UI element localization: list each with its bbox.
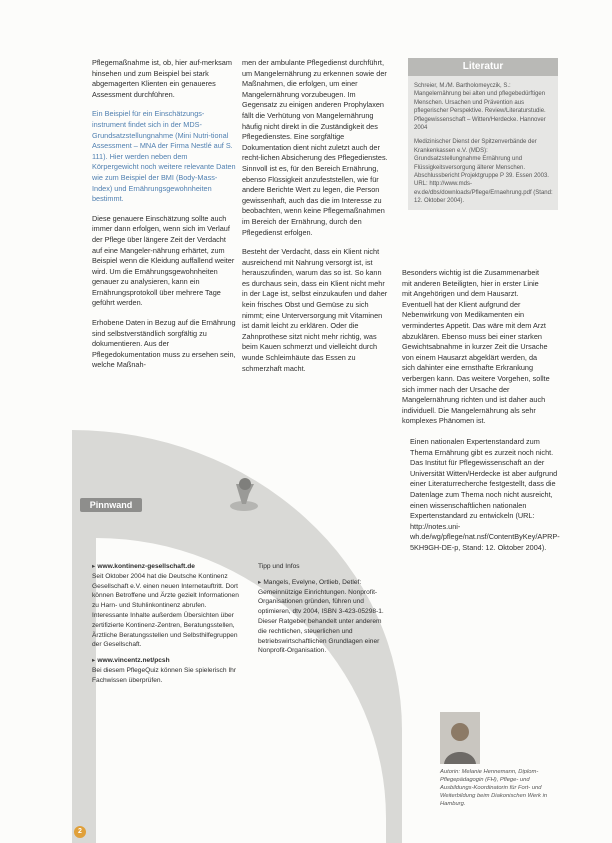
literature-list xyxy=(414,82,554,212)
literature-entry: Medizinischer Dienst der Spitzenverbände der Krankenkassen e.V. (MDS): Grundsatzstellungnahme Ernährung und Flüssigkeitsversorgung älterer Menschen. Abschlussbericht Projektgruppe P 39. Essen 2003. URL: http://www.mds-ev.de/dbs/downloads/Pflege/Ernaehrung.pdf (Stand: 12. Oktober 2004). xyxy=(414,139,553,205)
paragraph: Besteht der Verdacht, dass ein Klient nicht ausreichend mit Nahrung versorgt ist, ist herauszufinden, warum das so ist. So kann es durchaus sein, dass ein Klient nicht mehr in der Lage ist, selbst einzukaufen und daher kein frisches Obst und Gemüse zu sich nimmt; eine Unterversorgung mit Vitaminen ist damit leicht zu erklären. Oder die Zahnprothese sitzt nicht mehr richtig, was beim Kauen schmerzt und vielleicht durch wunde Schleimhäute das Essen zu schmerzhaft macht. xyxy=(242,247,388,373)
paragraph: Besonders wichtig ist die Zusammenarbeit mit anderen Beteiligten, hier in erster Linie mit Angehörigen und dem Hausarzt. Eventuell hat der Klient aufgrund der Nebenwirkung von Medikamenten ein vermindertes Appetit. Das wäre mit dem Arzt abzuklären. Ebenso muss bei einer starken Gewichtsabnahme in kurzer Zeit die Ursache von einem Hausarzt abgeklärt werden, da sich dahinter eine ernsthafte Erkrankung verbergen kann. Das weitere Vorgehen, sollte sich immer nach der Ursache der Mangelernährung richten und ist daher auch individuell. Die Mangelernährung als sehr komplexes Phänomen ist. xyxy=(402,268,550,426)
pinnwand-item xyxy=(258,578,386,656)
arrow-bullet-icon: ▸ xyxy=(92,657,96,665)
pinnwand-item-text: Mangels, Evelyne, Ortlieb, Detlef: Gemeinnützige Einrichtungen. Nonprofit-Organisationen gründen, führen und optimieren, dtv 2004, ISBN 3-423-05298-1. Dieser Ratgeber behandelt unter anderem die rechtlichen, steuerlichen und betriebswirtschaftlichen Grundlagen einer Nonprofit-Organisation. xyxy=(258,578,384,655)
paragraph: Einen nationalen Expertenstandard zum Thema Ernährung gibt es zurzeit noch nicht. Das Institut für Pflegewissenschaft an der Universität Witten/Herdecke ist aber aufgrund einer Literaturrecherche festgestellt, dass die Datenlage zum Thema noch nicht ausreicht, einen wissenschaftlichen nationalen Expertenstandard zu entwickeln (URL: http://notes.uni-wh.de/wg/pflege/nat.nsf/ContentByKey/APRP-5KH9GH-DE-p, Stand: 12. Oktober 2004). xyxy=(410,437,560,552)
text-column-1 xyxy=(92,58,236,380)
literature-entry: Schreier, M./M. Bartholomeyczik, S.: Mangelernährung bei alten und pflegebedürftigen Menschen. Ursachen und Prävention aus pflegerischer Perspektive. Review/Literaturstudie. Pflegewissenschaft – Witten/Herdecke. Hannover 2004 xyxy=(414,83,546,132)
paragraph: Diese genauere Einschätzung sollte auch immer dann erfolgen, wenn sich im Verlauf der Pflege über längere Zeit der Verdacht auf eine Mangeler-nährung erhärtet, zum Beispiel wenn die Kleidung auffallend weiter wird. Um die Ernährungsgewohnheiten genauer zu analysieren, kann ein Ernährungsprotokoll über mehrere Tage geführt werden. xyxy=(92,213,235,308)
pinnwand-item-text: Seit Oktober 2004 hat die Deutsche Kontinenz Gesellschaft e.V. einen neuen Internetauftritt. Dort können Betroffene und Ärzte gezielt Informationen zu Harn- und Stuhlinkontinenz abrufen. Interessante Inhalte außerdem Übersichten über zertifizierte Kontinenz-Zentren, Beratungsstellen, Ärztliche Beratungsstellen und Selbsthilfegruppen der Gesellschaft. xyxy=(92,572,239,649)
pinnwand-item xyxy=(92,656,240,685)
text-column-2 xyxy=(242,58,390,383)
pinnwand-link[interactable]: www.kontinenz-gesellschaft.de xyxy=(97,563,195,570)
paragraph: men der ambulante Pflegedienst durchführt, um Mangelernährung zu erkennen sowie der Maßnahmen, die erfolgen, um einer Mangelernährung vorzubeugen. Im Gegensatz zu einigen anderen Prophylaxen fällt die Verhütung von Mangelernährung häufig nicht direkt in die Zuständigkeit des Pflegedienstes. Eine sorgfältige Dokumentation dient nicht zuletzt auch der recht-lichen Absicherung des Pflegedienstes. Sinnvoll ist es, für den Bereich Ernährung, ebenso Flüssigkeit anzufeststellen, wie für andere Berichte Wert zu legen, die Person gewissenhaft, auch das die im Interesse zu beobachten, wenn keine Pflegemaßnahmen im Bereich der Ernährung, durch den Pflegedienst erfolgen. xyxy=(242,58,388,237)
arrow-bullet-icon: ▸ xyxy=(92,563,96,570)
text-column-3 xyxy=(402,268,550,436)
text-column-3-lower xyxy=(410,437,560,563)
pinnwand-link[interactable]: www.vincentz.net/pcsh xyxy=(97,657,170,665)
pinnwand-left-column xyxy=(92,562,240,692)
arrow-bullet-icon: ▸ xyxy=(258,578,262,586)
paragraph: Erhobene Daten in Bezug auf die Ernährung sind selbstverständlich sorgfältig zu dokumentieren. Aus der Pflegedokumentation muss zu ersehen sein, welche Maßnah- xyxy=(92,318,236,370)
pinnwand-item-text: Bei diesem PflegeQuiz können Sie spielerisch Ihr Fachwissen überprüfen. xyxy=(92,666,237,684)
pinnwand-right-column xyxy=(258,562,386,662)
pinnwand-item-text: Tipp und Infos xyxy=(258,563,300,570)
pushpin-icon xyxy=(224,476,264,516)
pinnwand-label: Pinnwand xyxy=(80,498,142,512)
photo-caption: Autorin: Melanie Hennemann, Diplom-Pflegepädagogin (FH), Pflege- und Ausbildungs-Koordinatorin für Fort- und Weiterbildung beim Diakonischen Werk in Hamburg. xyxy=(440,769,548,807)
literature-heading: Literatur xyxy=(408,58,558,76)
author-photo xyxy=(440,712,480,764)
paragraph: Pflegemaßnahme ist, ob, hier auf-merksam hinsehen und zum Beispiel bei stark abgemagerten Klienten ein genaueres Assessment durchführen. xyxy=(92,58,232,99)
pinnwand-item xyxy=(92,562,240,650)
pinnwand-item xyxy=(258,562,386,572)
paragraph: Ein Beispiel für ein Einschätzungs-instrument findet sich in der MDS-Grundsatzstellungnahme (Mini Nutri-tional Assessment – MNA der Firma Nestlé auf S. 111). Hier werden neben dem Körpergewicht noch weitere relevante Daten wie zum Beispiel der BMI (Body-Mass-Index) und Ernährungsgewohnheiten bestimmt. xyxy=(92,109,236,204)
page-number: 2 xyxy=(74,826,86,838)
